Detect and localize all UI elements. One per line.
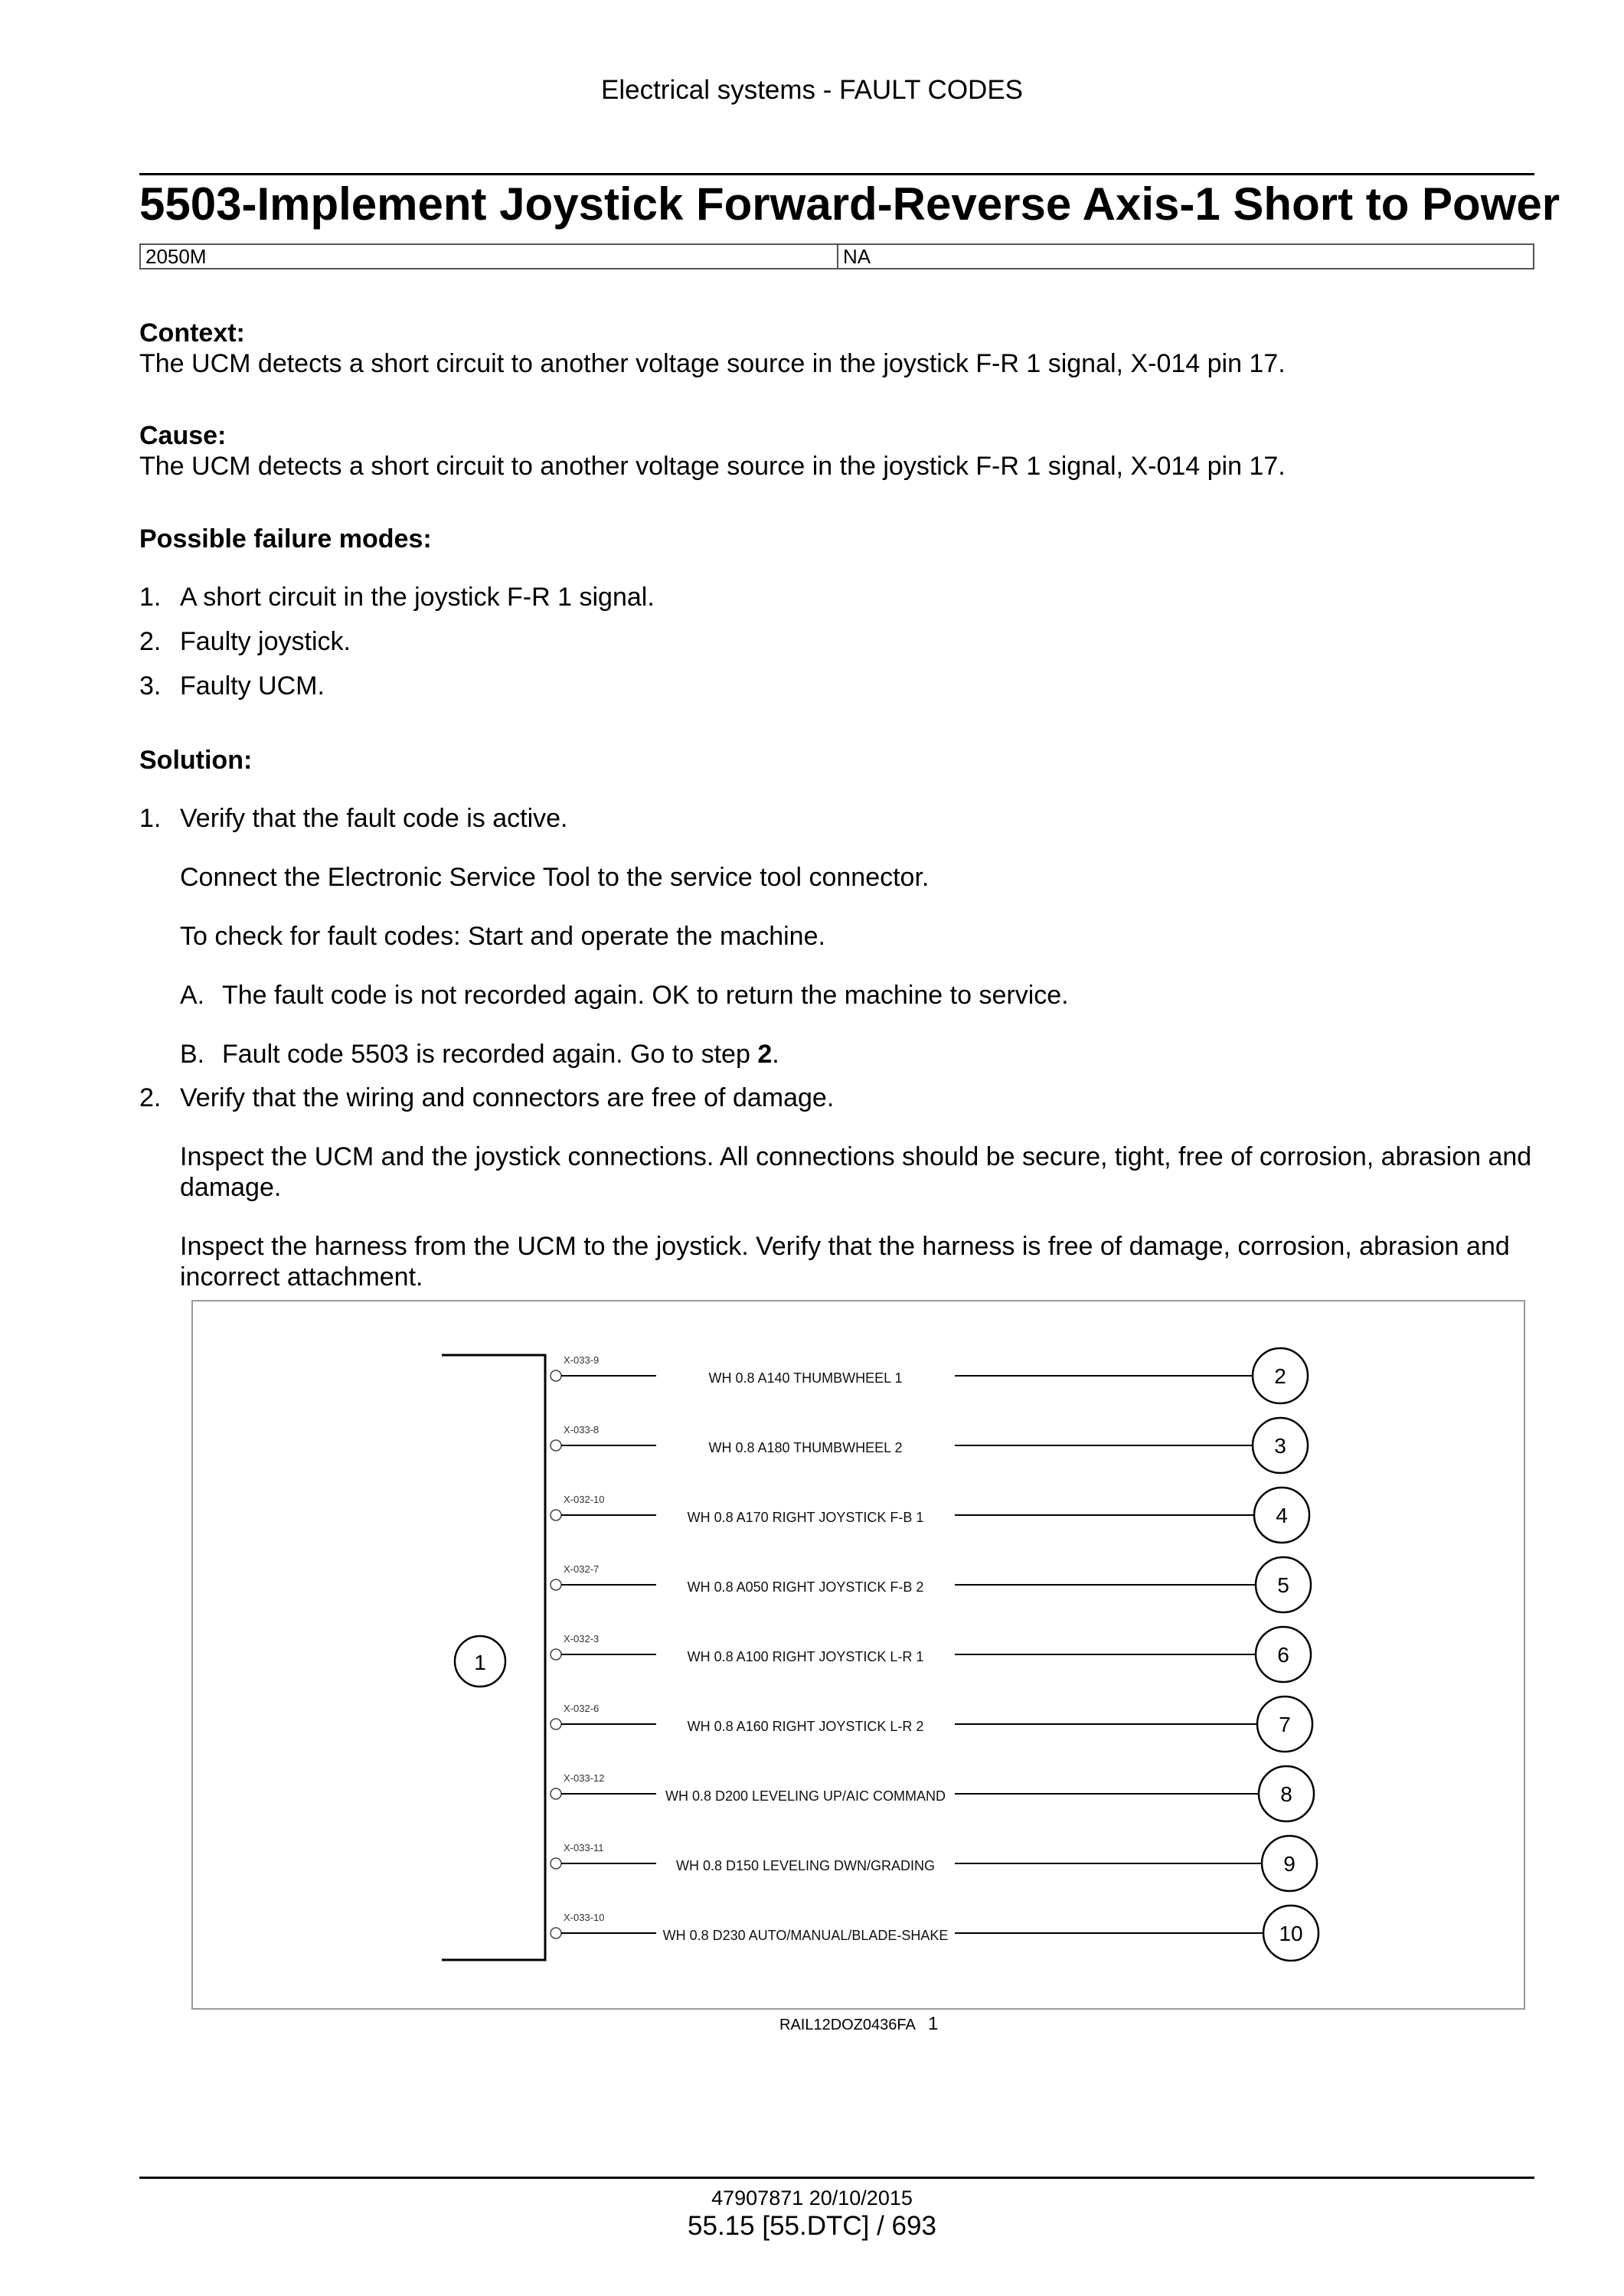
connector-label: X-033-9	[564, 1354, 600, 1366]
option-b-text	[222, 1039, 1534, 1070]
page-title: 5503-Implement Joystick Forward-Reverse Axis-1 Short to Power	[139, 178, 1560, 230]
list-item: Faulty joystick.	[180, 627, 351, 656]
step-2-paragraph: Inspect the harness from the UCM to the joystick. Verify that the harness is free of damage, corrosion, abrasion and incorrect attachment.	[180, 1232, 1510, 1292]
connector-pin	[551, 1370, 561, 1381]
wire-label: WH 0.8 A140 THUMBWHEEL 1	[708, 1370, 903, 1386]
page-number: 55.15 [55.DTC] / 693	[688, 2211, 936, 2241]
model-cell: 2050M	[145, 245, 207, 268]
connector-pin	[551, 1440, 561, 1451]
header-rule	[139, 173, 1534, 175]
connector-label: X-032-6	[564, 1703, 600, 1714]
connector-pin	[551, 1719, 561, 1729]
list-item-number: 1.	[139, 583, 162, 612]
applicability-table	[139, 243, 1534, 269]
connector-pin	[551, 1649, 561, 1660]
wire-label: WH 0.8 A170 RIGHT JOYSTICK F-B 1	[687, 1510, 924, 1525]
connector-pin	[551, 1579, 561, 1590]
failure-modes-heading: Possible failure modes:	[139, 524, 432, 554]
wiring-diagram-svg	[193, 1302, 1524, 2008]
callout-1-label: 1	[474, 1651, 486, 1674]
list-item: A short circuit in the joystick F-R 1 signal.	[180, 583, 655, 612]
figure-caption: RAIL12DOZ0436FA	[779, 2017, 916, 2033]
step-2-text: Verify that the wiring and connectors are free of damage.	[180, 1083, 835, 1112]
region-cell: NA	[837, 245, 1533, 268]
connector-label: X-032-10	[564, 1494, 605, 1505]
list-item: Faulty UCM.	[180, 671, 325, 701]
wire-label: WH 0.8 A100 RIGHT JOYSTICK L-R 1	[687, 1649, 924, 1664]
cause-heading: Cause:	[139, 421, 227, 450]
step-1-text: Verify that the fault code is active.	[180, 804, 568, 833]
connector-label: X-033-11	[564, 1842, 604, 1853]
wire-label: WH 0.8 A160 RIGHT JOYSTICK L-R 2	[687, 1719, 924, 1734]
solution-heading: Solution:	[139, 746, 253, 775]
context-text: The UCM detects a short circuit to another voltage source in the joystick F-R 1 signal, X-014 pin 17.	[139, 349, 1286, 378]
wire-label: WH 0.8 D150 LEVELING DWN/GRADING	[675, 1858, 936, 1873]
step-1-paragraph: Connect the Electronic Service Tool to the service tool connector.	[180, 863, 930, 892]
context-heading: Context:	[139, 318, 245, 348]
option-letter: A.	[180, 981, 205, 1010]
option-letter: B.	[180, 1040, 205, 1069]
connector-pin	[551, 1858, 561, 1869]
wire-callout-label: 6	[1277, 1643, 1289, 1667]
connector-label: X-032-3	[564, 1633, 600, 1644]
running-header: Electrical systems - FAULT CODES	[600, 75, 1024, 105]
wire-callout-label: 4	[1276, 1504, 1288, 1527]
step-1-paragraph: To check for fault codes: Start and operate the machine.	[180, 922, 825, 951]
option-b-label: Fault code 5503 is recorded again. Go to step	[222, 1040, 758, 1069]
wire-list	[551, 1348, 1318, 1961]
step-number: 2.	[139, 1083, 162, 1112]
wire-callout-label: 7	[1279, 1713, 1291, 1736]
step-reference-link: 2	[757, 1040, 773, 1069]
connector-label: X-033-10	[564, 1912, 605, 1923]
wire-callout-label: 2	[1274, 1364, 1286, 1388]
wire-callout-label: 5	[1277, 1573, 1289, 1597]
list-item-number: 2.	[139, 627, 162, 656]
connector-pin	[551, 1928, 561, 1938]
wire-callout-label: 3	[1274, 1434, 1286, 1458]
wire-callout-label: 9	[1283, 1852, 1296, 1876]
wire-label: WH 0.8 D200 LEVELING UP/AIC COMMAND	[665, 1788, 946, 1804]
list-item-number: 3.	[139, 671, 162, 701]
figure-number: 1	[928, 2013, 939, 2034]
wire-callout-label: 8	[1280, 1782, 1292, 1806]
connector-pin	[551, 1788, 561, 1799]
document-id: 47907871 20/10/2015	[711, 2187, 913, 2209]
connector-pin	[551, 1510, 561, 1520]
cause-text: The UCM detects a short circuit to another voltage source in the joystick F-R 1 signal, X-014 pin 17.	[139, 452, 1286, 481]
wire-label: WH 0.8 A050 RIGHT JOYSTICK F-B 2	[687, 1579, 924, 1595]
wire-label: WH 0.8 D230 AUTO/MANUAL/BLADE-SHAKE	[662, 1928, 949, 1943]
option-b-end: .	[772, 1040, 779, 1069]
step-number: 1.	[139, 804, 162, 833]
wire-callout-label: 10	[1279, 1922, 1303, 1945]
footer-rule	[139, 2177, 1534, 2179]
step-2-paragraph: Inspect the UCM and the joystick connections. All connections should be secure, tight, free of corrosion, abrasion and damage.	[180, 1142, 1532, 1202]
wire-label: WH 0.8 A180 THUMBWHEEL 2	[708, 1440, 903, 1455]
wiring-diagram	[191, 1300, 1525, 2010]
connector-label: X-033-12	[564, 1772, 605, 1784]
connector-label: X-033-8	[564, 1424, 600, 1435]
connector-label: X-032-7	[564, 1563, 600, 1575]
option-a-text: The fault code is not recorded again. OK to return the machine to service.	[222, 981, 1069, 1010]
